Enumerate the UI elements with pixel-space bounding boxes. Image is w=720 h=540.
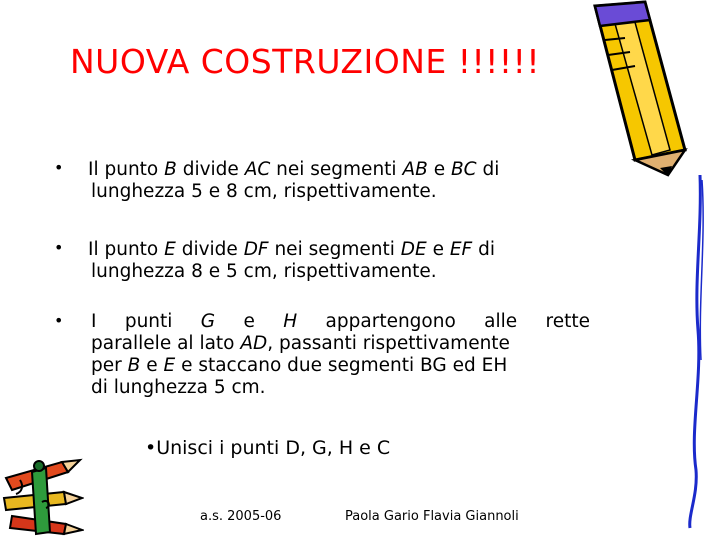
pencil-icon [590,0,715,530]
bullet-marker-1: • [54,158,64,177]
bullet-marker-3: • [54,311,64,330]
footer-authors: Paola Gario Flavia Giannoli [345,509,519,524]
pencils-bundle-icon [2,458,84,536]
bullet-text-3: I punti G e H appartengono alle rette parallele al lato AD, passanti rispettivamente per B e E e staccano due segmenti BG ed EH di lunghezza 5 cm. [91,311,590,398]
slide-title: NUOVA COSTRUZIONE !!!!!! [70,42,541,81]
bullet-marker-2: • [54,238,64,257]
bullet-text-1: Il punto B divide AC nei segmenti AB e BC di lunghezza 5 e 8 cm, rispettivamente. [88,159,500,202]
footer-year: a.s. 2005-06 [200,509,282,524]
bullet-text-2: Il punto E divide DF nei segmenti DE e EF di lunghezza 8 e 5 cm, rispettivamente. [88,239,495,282]
unisci-instruction: •Unisci i punti D, G, H e C [145,437,391,459]
